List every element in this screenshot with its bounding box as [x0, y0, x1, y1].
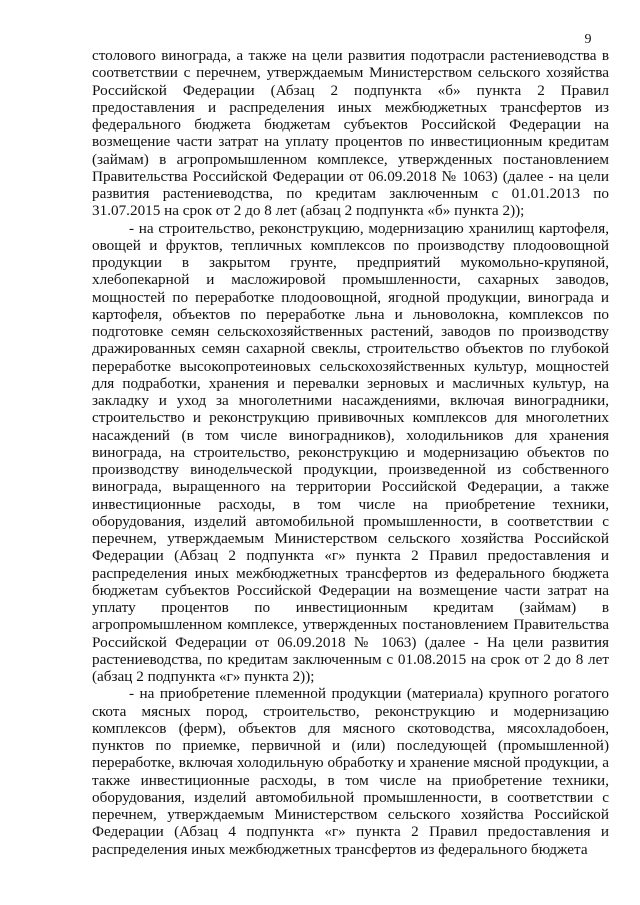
paragraph-beef-cattle: - на приобретение племенной продукции (материала) крупного рогатого скота мясных пород, строительство, реконструкцию и модернизацию комплексов (ферм), объектов для мясного скотоводства, мясохладобоен, пунктов по приемке, первичной и (или) последующей (промышленной) переработке, включая холодильную обработку и хранение мясной продукции, а также инвестиционные расходы, в том числе на приобретение техники, оборудования, изделий автомобильной промышленности, в соответствии с перечнем, утверждаемым Министерством сельского хозяйства Российской Федерации (Абзац 4 подпункта «г» пункта 2 Правил предоставления и распределения иных межбюджетных трансфертов из федерального бюджета	[92, 685, 609, 858]
document-body	[92, 47, 609, 858]
paragraph-crop-production-construction: - на строительство, реконструкцию, модернизацию хранилищ картофеля, овощей и фруктов, тепличных комплексов по производству плодоовощной продукции в закрытом грунте, предприятий мукомольно-крупяной, хлебопекарной и масложировой промышленности, сахарных заводов, мощностей по переработке плодоовощной, ягодной продукции, винограда и картофеля, объектов по переработке льна и льноволокна, комплексов по подготовке семян сельскохозяйственных растений, заводов по производству дражированных семян сахарной свеклы, строительство объектов по глубокой переработке высокопротеиновых сельскохозяйственных культур, мощностей для подработки, хранения и перевалки зерновых и масличных культур, на закладку и уход за многолетними насаждениями, включая виноградники, строительство и реконструкцию прививочных комплексов для многолетних насаждений (в том числе виноградников), холодильников для хранения винограда, на строительство, реконструкцию и модернизацию объектов по производству винодельческой продукции, произведенной из собственного винограда, выращенного на территории Российской Федерации, а также инвестиционные расходы, в том числе на приобретение техники, оборудования, изделий автомобильной промышленности, в соответствии с перечнем, утверждаемым Министерством сельского хозяйства Российской Федерации (Абзац 2 подпункта «г» пункта 2 Правил предоставления и распределения иных межбюджетных трансфертов из федерального бюджета бюджетам субъектов Российской Федерации на возмещение части затрат на уплату процентов по инвестиционным кредитам (займам) в агропромышленном комплексе, утвержденных постановлением Правительства Российской Федерации от 06.09.2018 № 1063) (далее - На цели развития растениеводства, по кредитам заключенным с 01.08.2015 на срок от 2 до 8 лет (абзац 2 подпункта «г» пункта 2));	[92, 219, 609, 685]
page-number: 9	[584, 32, 592, 47]
paragraph-continuation: столового винограда, а также на цели развития подотрасли растениеводства в соответствии с перечнем, утверждаемым Министерством сельского хозяйства Российской Федерации (Абзац 2 подпункта «б» пункта 2 Правил предоставления и распределения иных межбюджетных трансфертов из федерального бюджета бюджетам субъектов Российской Федерации на возмещение части затрат на уплату процентов по инвестиционным кредитам (займам) в агропромышленном комплексе, утвержденных постановлением Правительства Российской Федерации от 06.09.2018 № 1063) (далее - на цели развития растениеводства, по кредитам заключенным с 01.01.2013 по 31.07.2015 на срок от 2 до 8 лет (абзац 2 подпункта «б» пункта 2));	[92, 47, 609, 220]
